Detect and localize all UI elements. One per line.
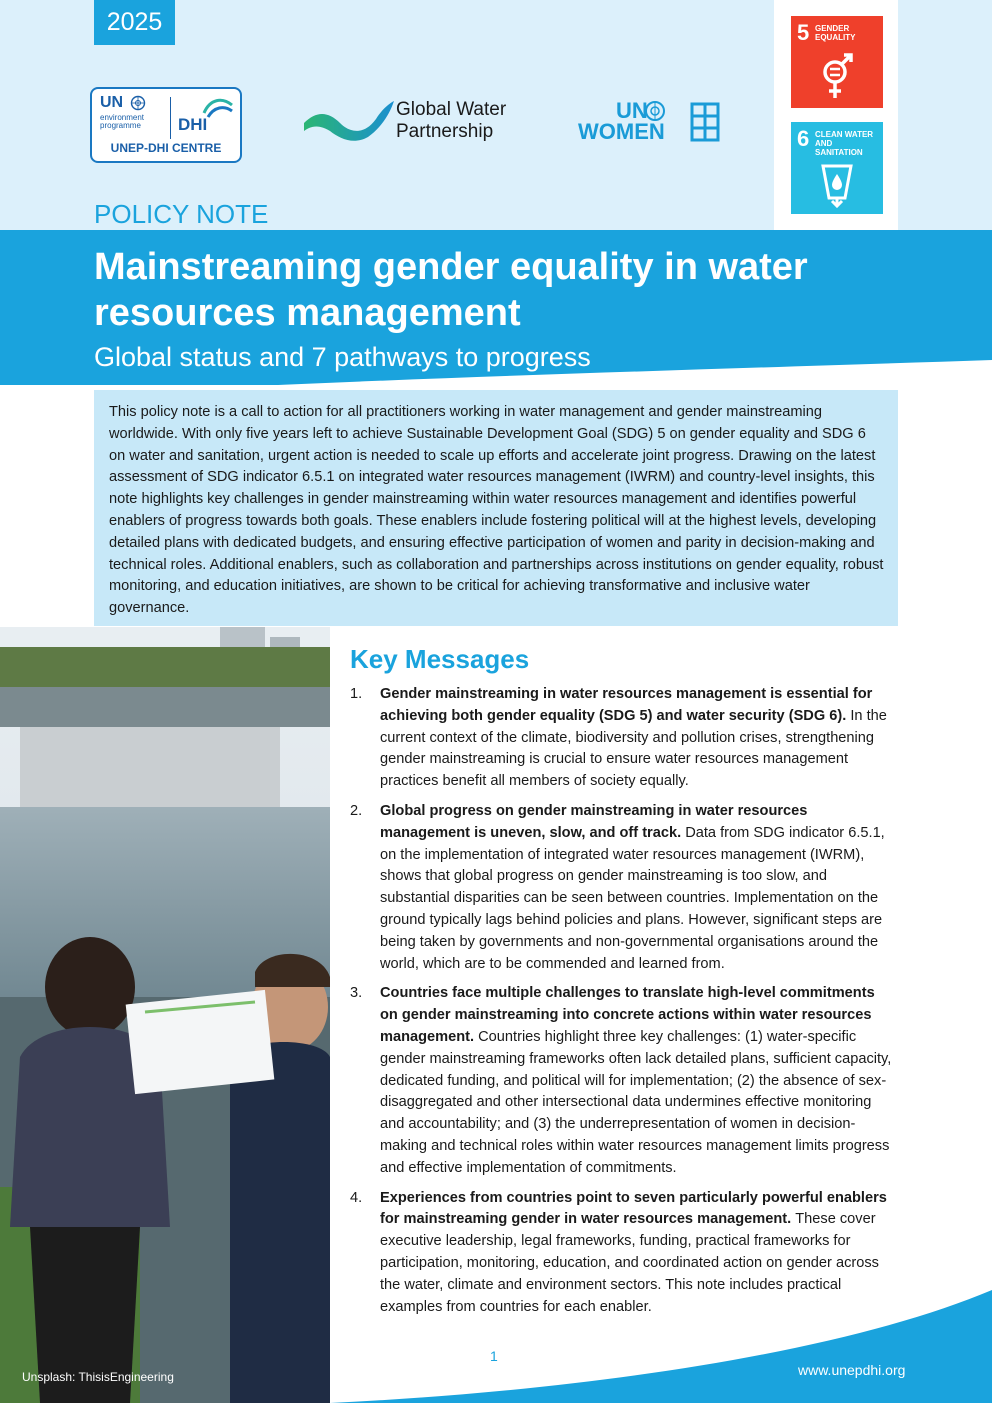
unep-un-text: UN bbox=[100, 94, 124, 111]
sdg-6-label: CLEAN WATER AND SANITATION bbox=[815, 130, 874, 157]
document-title: Mainstreaming gender equality in water resources management bbox=[94, 246, 808, 334]
intro-text: This policy note is a call to action for all practitioners working in water management and gender mainstreaming worldwide. With only five years left to achieve Sustainable Development Goal (SDG) 5 on gender equality and SDG 6 on water and sanitation, urgent action is needed to scale up efforts and accelerate joint progress. Drawing on the latest assessment of SDG indicator 6.5.1 on integrated water resources management (IWRM) and country-level insights, this note highlights key challenges in gender mainstreaming within water resources management and identifies powerful enablers of progress towards both goals. These enablers include fostering political will at the highest levels, developing detailed plans with dedicated budgets, and ensuring effective participation of women and parity in decision-making and technical roles. Additional enablers, such as collaboration and partnerships across institutions on gender equality, robust monitoring, and education initiatives, are shown to be critical for achieving transformative and inclusive water governance. bbox=[109, 404, 884, 617]
un-emblem-icon bbox=[130, 95, 146, 111]
cover-photo bbox=[0, 627, 330, 1403]
gwp-logo bbox=[302, 97, 522, 149]
sdg-5-number: 5 bbox=[797, 20, 810, 45]
sdg-5-tile bbox=[791, 16, 883, 108]
un-women-line2: WOMEN bbox=[578, 119, 665, 144]
sdg-panel bbox=[774, 0, 898, 230]
key-message-number: 3. bbox=[350, 985, 363, 1002]
key-message-number: 2. bbox=[350, 802, 363, 819]
un-women-logo bbox=[576, 100, 726, 146]
gender-equality-icon bbox=[819, 52, 855, 102]
un-women-line1: UN bbox=[616, 98, 648, 123]
document-subtitle: Global status and 7 pathways to progress bbox=[94, 342, 591, 372]
logo-divider bbox=[170, 97, 171, 139]
key-message-text: These cover executive leadership, legal frameworks, funding, practical frameworks for participation, monitoring, education, and coordinated action on gender across the water, climate and environment sectors. This note includes practical examples from countries for each enabler. bbox=[380, 1211, 879, 1315]
sdg-6-tile bbox=[791, 122, 883, 214]
un-women-mark-icon bbox=[690, 102, 720, 142]
key-message-bold: Experiences from countries point to seven particularly powerful enablers for mainstreaming gender in water resources management. bbox=[380, 1189, 887, 1228]
gwp-name bbox=[396, 99, 506, 143]
unep-dhi-centre-text: UNEP-DHI CENTRE bbox=[110, 141, 222, 155]
key-message-item bbox=[350, 684, 895, 793]
key-message-bold: Global progress on gender mainstreaming in water resources management is uneven, slow, and off track. bbox=[380, 802, 808, 841]
water-drop-glass-icon bbox=[819, 158, 855, 208]
sdg-5-label: GENDER EQUALITY bbox=[815, 24, 856, 42]
document-kicker: POLICY NOTE bbox=[94, 199, 269, 229]
key-message-text: Data from SDG indicator 6.5.1, on the implementation of integrated water resources management (IWRM), shows that global progress on gender mainstreaming is too slow, and substantial disparities can be seen between countries. Implementation on the ground typically lags behind policies and plans. However, significant steps are being taken by governments and non-governmental organisations around the world, which are to be commended and learned from. bbox=[380, 824, 885, 972]
website-link[interactable]: www.unepdhi.org bbox=[798, 1362, 906, 1378]
key-message-text: Countries highlight three key challenges: (1) water-specific gender mainstreaming frameworks often lack detailed plans, sufficient capacity, dedicated funding, and political will for implementation; (2) the absence of sex-disaggregated and other intersectional data undermines effective monitoring and accountability; and (3) the underrepresentation of women in decision-making and technical roles within water resources management limits progress and effective implementation of commitments. bbox=[380, 1028, 892, 1176]
gwp-line1: Global Water bbox=[396, 99, 507, 120]
photo-credit: Unsplash: ThisisEngineering bbox=[22, 1370, 174, 1384]
key-message-item bbox=[350, 983, 895, 1179]
year-badge: 2025 bbox=[94, 0, 175, 45]
gwp-line2: Partnership bbox=[396, 121, 494, 142]
key-message-bold: Countries face multiple challenges to translate high-level commitments on gender mainstreaming into concrete actions within water resources management. bbox=[380, 985, 875, 1045]
gwp-wave-icon bbox=[302, 97, 396, 149]
key-message-number: 4. bbox=[350, 1189, 363, 1206]
page-number: 1 bbox=[490, 1348, 498, 1364]
key-messages-heading: Key Messages bbox=[350, 644, 530, 674]
key-message-bold: Gender mainstreaming in water resources management is essential for achieving both gender equality (SDG 5) and water security (SDG 6). bbox=[380, 686, 873, 724]
key-message-item bbox=[350, 801, 895, 975]
key-message-number: 1. bbox=[350, 686, 363, 702]
sdg-6-number: 6 bbox=[797, 126, 810, 151]
intro-summary bbox=[94, 390, 898, 626]
dhi-text: DHI bbox=[178, 115, 208, 134]
key-message-text: In the current context of the climate, biodiversity and pollution crises, strengthening gender mainstreaming is crucial to ensure water resources management practices benefit all members of society equally. bbox=[380, 707, 887, 790]
footer-wave-shape bbox=[0, 1290, 992, 1403]
cover-photo-illustration bbox=[0, 627, 330, 1403]
unep-programme-text: environment programme bbox=[100, 113, 145, 130]
unep-dhi-logo bbox=[90, 87, 242, 163]
key-messages-list bbox=[350, 684, 895, 1326]
